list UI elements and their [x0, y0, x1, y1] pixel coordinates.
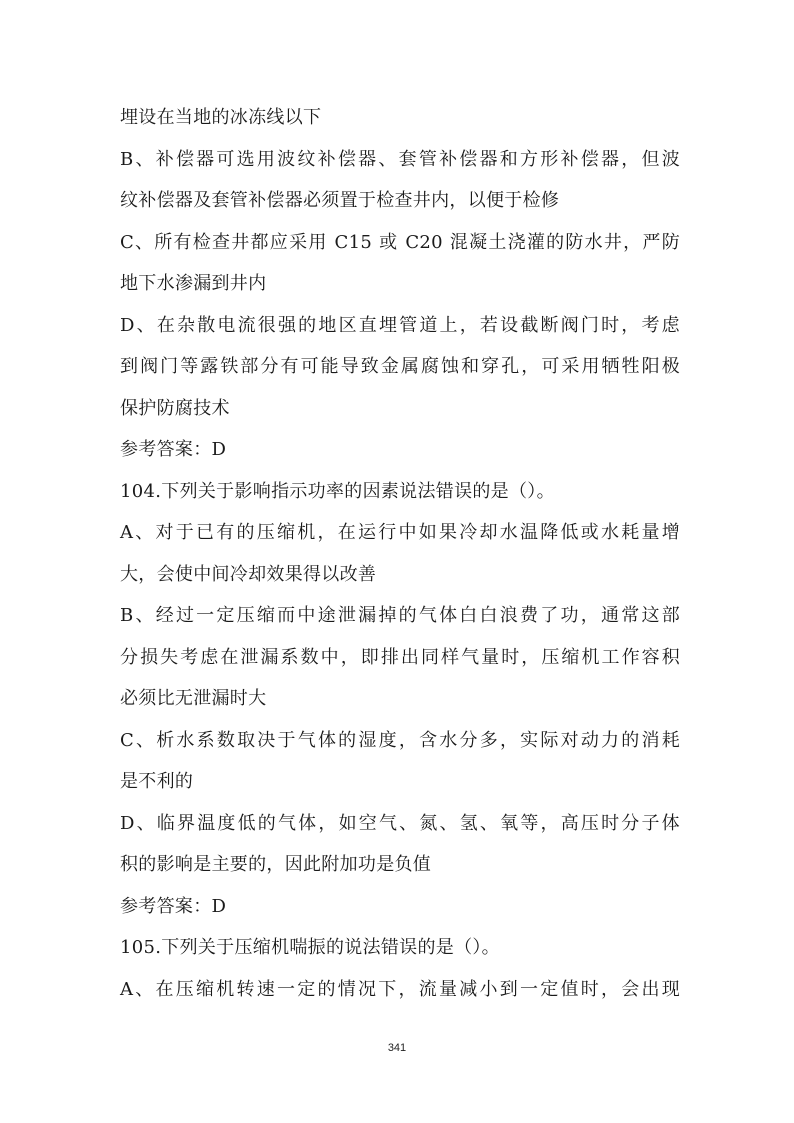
text-line: 到阀门等露铁部分有可能导致金属腐蚀和穿孔，可采用牺牲阳极	[120, 356, 680, 377]
page-number: 341	[387, 1042, 407, 1054]
text-line: C、所有检查井都应采用 C15 或 C20 混凝土浇灌的防水井，严防	[120, 232, 680, 253]
question-line: 104.下列关于影响指示功率的因素说法错误的是（）。	[120, 481, 555, 502]
text-line: 地下水渗漏到井内	[120, 273, 267, 294]
text-line: 积的影响是主要的，因此附加功是负值	[120, 854, 432, 875]
text-line: B、经过一定压缩而中途泄漏掉的气体白白浪费了功，通常这部	[120, 605, 680, 626]
answer-line: 参考答案：D	[120, 896, 227, 917]
text-line: C、析水系数取决于气体的湿度，含水分多，实际对动力的消耗	[120, 730, 680, 751]
text-line: 分损失考虑在泄漏系数中，即排出同样气量时，压缩机工作容积	[120, 647, 680, 668]
text-line: D、临界温度低的气体，如空气、氮、氢、氧等，高压时分子体	[120, 813, 680, 834]
text-line: 大，会使中间冷却效果得以改善	[120, 564, 377, 585]
question-line: 105.下列关于压缩机喘振的说法错误的是（）。	[120, 937, 500, 958]
text-line: 纹补偿器及套管补偿器必须置于检查井内，以便于检修	[120, 190, 560, 211]
text-line: 埋设在当地的冰冻线以下	[120, 107, 322, 128]
text-line: 保护防腐技术	[120, 398, 230, 419]
text-line: 是不利的	[120, 771, 194, 792]
text-line: A、在压缩机转速一定的情况下，流量减小到一定值时，会出现	[120, 979, 680, 1000]
text-line: 必须比无泄漏时大	[120, 688, 267, 709]
answer-line: 参考答案：D	[120, 439, 227, 460]
text-line: D、在杂散电流很强的地区直埋管道上，若设截断阀门时，考虑	[120, 315, 680, 336]
text-line: B、补偿器可选用波纹补偿器、套管补偿器和方形补偿器，但波	[120, 149, 680, 170]
text-line: A、对于已有的压缩机，在运行中如果冷却水温降低或水耗量增	[120, 522, 680, 543]
